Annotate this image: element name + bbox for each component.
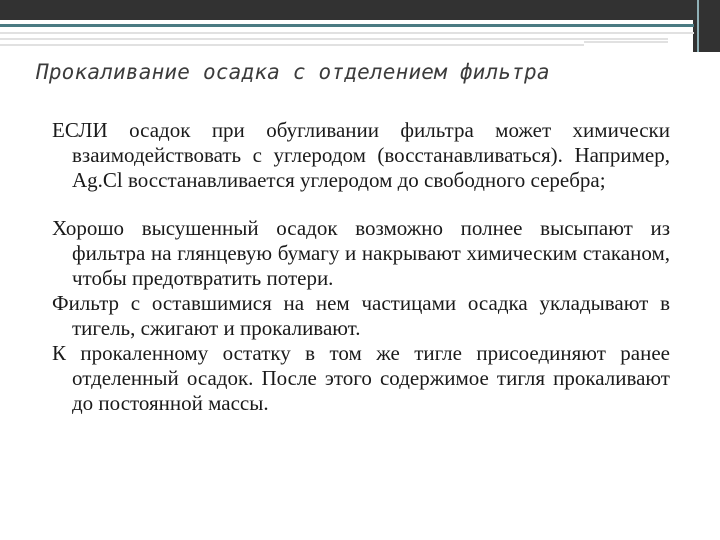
corner-decor-line xyxy=(697,0,699,52)
accent-line xyxy=(0,24,694,27)
paragraph-step-1: Хорошо высушенный осадок возможно полнее высыпают из фильтра на глянцевую бумагу и накрывают химическим стаканом, чтобы предотвратить потери. xyxy=(52,216,670,290)
slide-body xyxy=(52,118,670,416)
paragraph-step-2: Фильтр с оставшимися на нем частицами осадка укладывают в тигель, сжигают и прокаливают. xyxy=(52,291,670,340)
top-decor-bar xyxy=(0,0,720,20)
paragraph-restriction: ЕСЛИ осадок при обугливании фильтра может химически взаимодействовать с углеродом (восстанавливаться). Например, Ag.Cl восстанавливается углеродом до свободного серебра; xyxy=(52,118,670,192)
decor-rule xyxy=(0,44,584,46)
slide-title: Прокаливание осадка с отделением фильтра xyxy=(36,60,550,84)
decor-rule xyxy=(0,32,694,34)
paragraph-step-3: К прокаленному остатку в том же тигле присоединяют ранее отделенный осадок. После этого содержимое тигля прокаливают до постоянной массы. xyxy=(52,341,670,415)
decor-rule xyxy=(0,38,668,40)
decor-rule xyxy=(584,41,668,43)
